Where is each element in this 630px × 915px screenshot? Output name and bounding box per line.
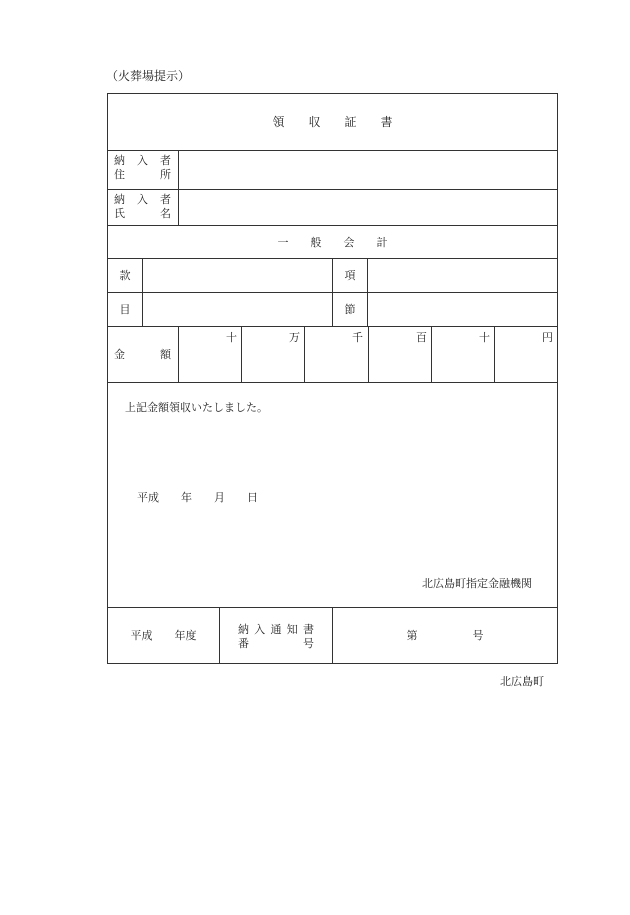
- amount-unit: 千: [352, 331, 363, 344]
- amount-unit: 万: [289, 331, 300, 344]
- setsu-label: 節: [344, 303, 356, 316]
- fiscal-year: 平成 年度: [130, 629, 197, 642]
- payer-address-label-line1: 納 入 者: [114, 154, 171, 167]
- payer-name-label-line2: 氏 名: [114, 207, 171, 220]
- kan-label: 款: [119, 269, 131, 282]
- amount-label: 金 額: [114, 348, 171, 361]
- account-name: 一 般 会 計: [277, 235, 388, 249]
- issuer: 北広島町: [500, 675, 544, 688]
- form-title: 領 収 証 書: [272, 115, 393, 129]
- payer-address-label-line2: 住 所: [114, 168, 171, 181]
- notice-label-line2: 番 号: [238, 637, 314, 650]
- bank-name: 北広島町指定金融機関: [422, 577, 532, 590]
- receipt-date: 平成 年 月 日: [137, 491, 258, 504]
- moku-label: 目: [119, 303, 131, 316]
- notice-label-line1: 納 入 通 知 書: [238, 623, 314, 636]
- kou-label: 項: [344, 269, 356, 282]
- header-note: （火葬場提示）: [106, 69, 191, 83]
- notice-number: 第 号: [406, 629, 484, 642]
- amount-unit: 十: [479, 331, 490, 344]
- receipt-statement: 上記金額領収いたしました。: [125, 401, 268, 414]
- amount-unit: 円: [542, 331, 553, 344]
- payer-name-label-line1: 納 入 者: [114, 193, 171, 206]
- amount-unit: 十: [226, 331, 237, 344]
- amount-unit: 百: [416, 331, 427, 344]
